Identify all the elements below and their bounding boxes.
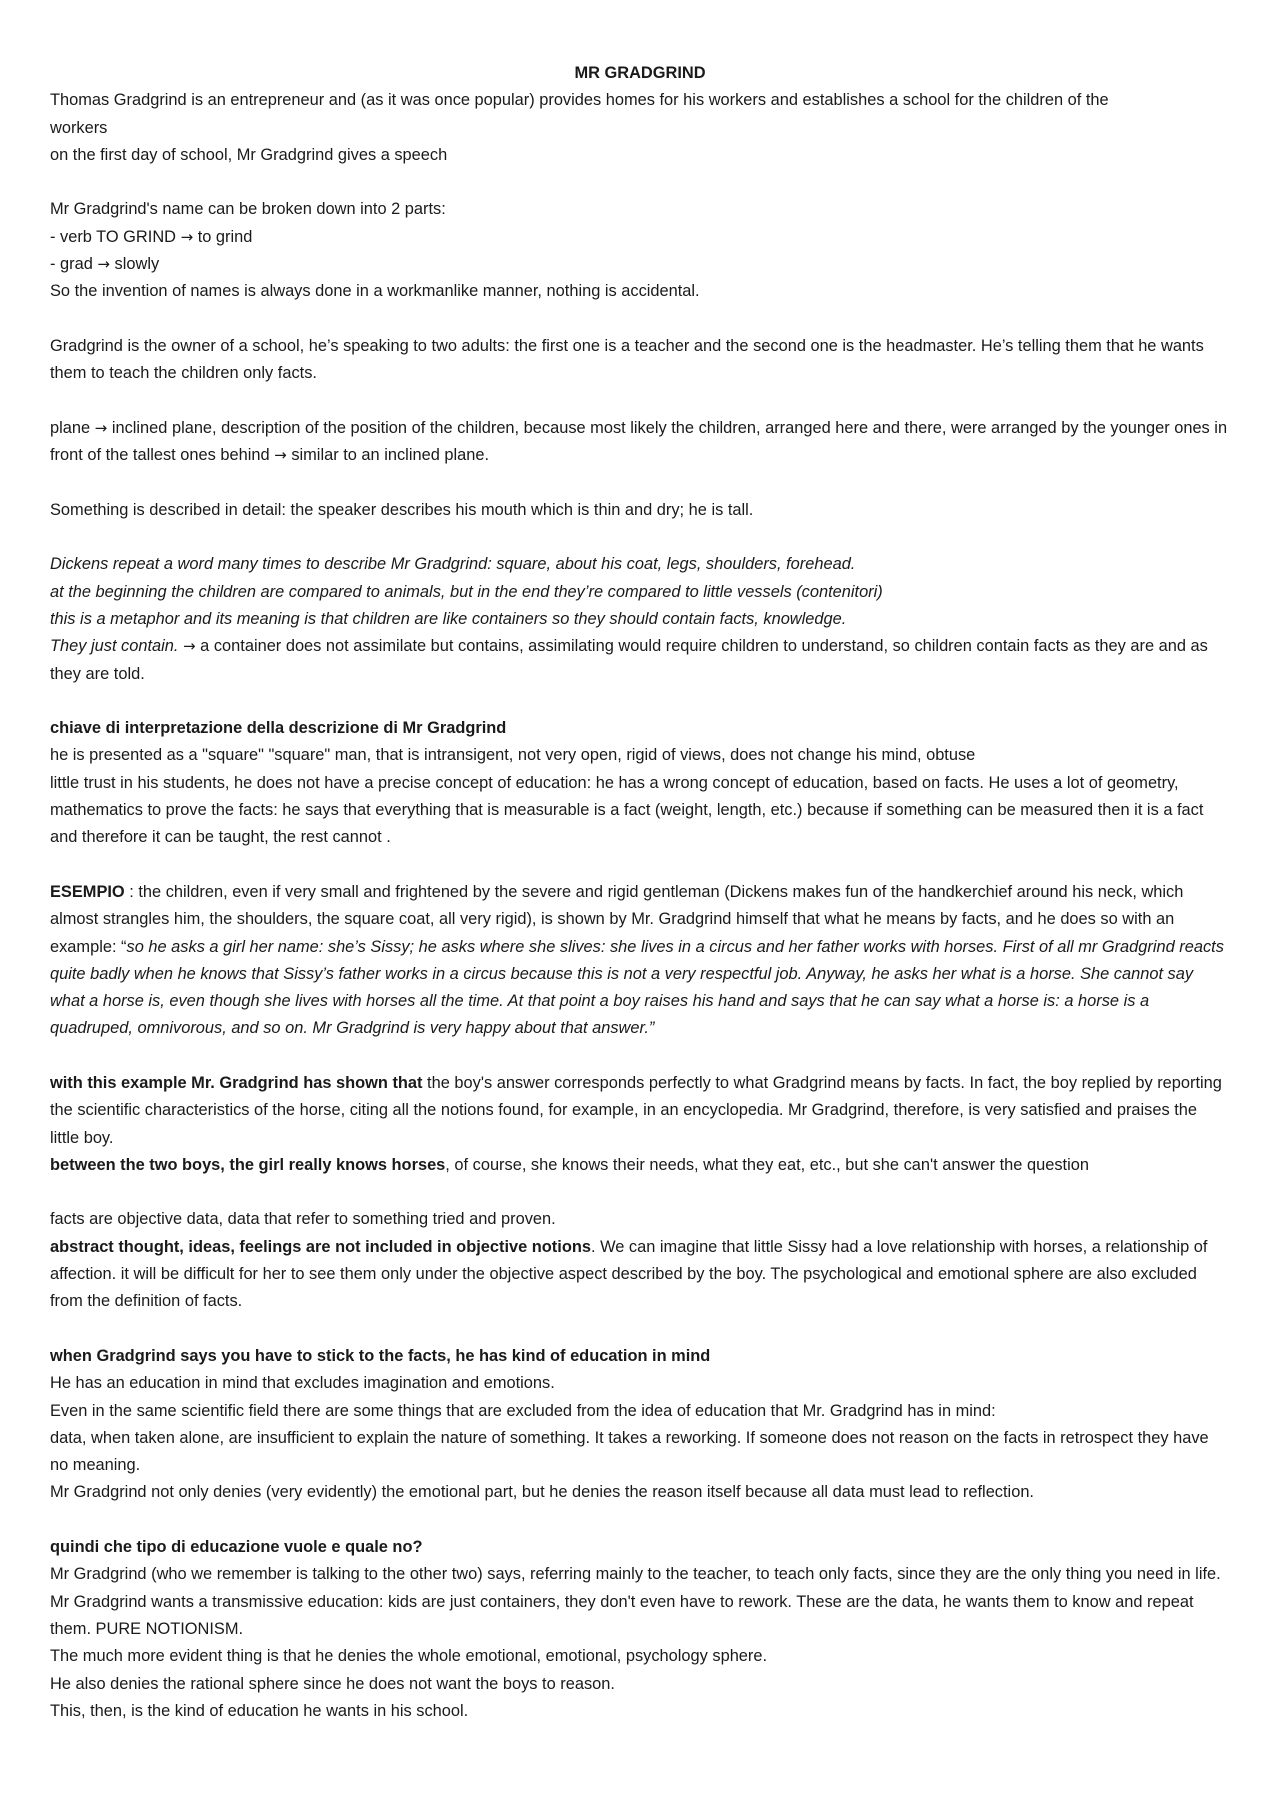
right-arrow-icon: → bbox=[274, 446, 287, 465]
esempio-paragraph: ESEMPIO : the children, even if very small and frightened by the severe and rigid gentleman (Dickens makes fun of the handkerchief around his neck, which almost strangles him, the shoulders, the square coat, all very rigid), is shown by Mr. Gradgrind himself that what he means by facts, and he does so with an example: “so he asks a girl her name: she’s Sissy; he asks where she slives: she lives in a circus and her father works with horses. First of all mr Gradgrind reacts quite badly when he knows that Sissy’s father works in a circus because this is not a very respectful job. Anyway, he asks her what is a horse. She cannot say what a horse is, even though she lives with horses all the time. At that point a boy raises his hand and says that he can say what a horse is: a horse is a quadruped, omnivorous, and so on. Mr Gradgrind is very happy about that answer.” bbox=[50, 882, 1224, 1038]
stick-line-3: data, when taken alone, are insufficient to explain the nature of something. It takes a reworking. If someone does not reason on the facts in retrospect they have no meaning. bbox=[50, 1428, 1209, 1475]
two-boys-paragraph: between the two boys, the girl really knows horses, of course, she knows their needs, what they eat, etc., but she can't answer the question bbox=[50, 1155, 1089, 1174]
dickens-line-1: Dickens repeat a word many times to describe Mr Gradgrind: square, about his coat, legs, shoulders, forehead. bbox=[50, 555, 856, 574]
stick-line-2: Even in the same scientific field there are some things that are excluded from the idea of education that Mr. Gradgrind has in mind: bbox=[50, 1401, 996, 1420]
chiave-line-1: he is presented as a "square" "square" man, that is intransigent, not very open, rigid of views, does not change his mind, obtuse bbox=[50, 746, 976, 765]
stick-line-4: Mr Gradgrind not only denies (very evidently) the emotional part, but he denies the reason itself because all data must lead to reflection. bbox=[50, 1483, 1034, 1502]
right-arrow-icon: → bbox=[180, 227, 194, 246]
name-part-2: - grad → slowly bbox=[50, 255, 160, 274]
document-title: MR GRADGRIND bbox=[574, 64, 706, 82]
facts-line-1: facts are objective data, data that refer to something tried and proven. bbox=[50, 1210, 556, 1229]
quindi-line-2: Mr Gradgrind wants a transmissive education: kids are just containers, they don't even have to rework. These are the data, he wants them to know and repeat them. PURE NOTIONISM. bbox=[50, 1592, 1194, 1638]
chiave-line-2: little trust in his students, he does not have a precise concept of education: he has a wrong concept of education, based on facts. He uses a lot of geometry, mathematics to prove the facts: he says that everything that is measurable is a fact (weight, length, etc.) because if something can be measured then it is a fact and therefore it can be taught, the rest cannot . bbox=[50, 773, 1204, 847]
quindi-heading: quindi che tipo di educazione vuole e quale no? bbox=[50, 1538, 423, 1557]
right-arrow-icon: → bbox=[94, 418, 108, 437]
name-intro: Mr Gradgrind's name can be broken down into 2 parts: bbox=[50, 200, 446, 219]
example-shown-paragraph: with this example Mr. Gradgrind has shown that the boy's answer corresponds perfectly to what Gradgrind means by facts. In fact, the boy replied by reporting the scientific characteristics of the horse, citing all the notions found, for example, in an encyclopedia. Mr Gradgrind, therefore, is very satisfied and praises the little boy. bbox=[50, 1073, 1222, 1147]
dickens-line-4: They just contain. → a container does not assimilate but contains, assimilating would require children to understand, so children contain facts as they are and as they are told. bbox=[50, 637, 1208, 683]
quindi-line-1: Mr Gradgrind (who we remember is talking to the other two) says, referring mainly to the teacher, to teach only facts, since they are the only thing you need in life. bbox=[50, 1565, 1221, 1584]
plane-paragraph: plane → inclined plane, description of the position of the children, because most likely the children, arranged here and there, were arranged by the younger ones in front of the tallest ones behind → similar to an inclined plane. bbox=[50, 418, 1228, 465]
stick-line-1: He has an education in mind that excludes imagination and emotions. bbox=[50, 1374, 555, 1393]
owner-paragraph: Gradgrind is the owner of a school, he’s speaking to two adults: the first one is a teacher and the second one is the headmaster. He’s telling them that he wants them to teach the children only facts. bbox=[50, 336, 1204, 383]
mouth-paragraph: Something is described in detail: the speaker describes his mouth which is thin and dry; he is tall. bbox=[50, 500, 754, 519]
intro-line-3: on the first day of school, Mr Gradgrind gives a speech bbox=[50, 145, 448, 164]
facts-paragraph: abstract thought, ideas, feelings are not included in objective notions. We can imagine that little Sissy had a love relationship with horses, a relationship of affection. it will be difficult for her to see them only under the objective aspect described by the boy. The psychological and emotional sphere are also excluded from the definition of facts. bbox=[50, 1237, 1208, 1311]
name-outro: So the invention of names is always done in a workmanlike manner, nothing is accidental. bbox=[50, 282, 700, 301]
intro-line-1: Thomas Gradgrind is an entrepreneur and (as it was once popular) provides homes for his workers and establishes a school for the children of the bbox=[50, 91, 1109, 110]
quindi-line-3: The much more evident thing is that he denies the whole emotional, emotional, psychology sphere. bbox=[50, 1647, 768, 1666]
stick-heading: when Gradgrind says you have to stick to the facts, he has kind of education in mind bbox=[50, 1346, 711, 1365]
dickens-line-2: at the beginning the children are compared to animals, but in the end they’re compared to little vessels (contenitori) bbox=[50, 582, 883, 601]
right-arrow-icon: → bbox=[97, 255, 110, 274]
quindi-line-5: This, then, is the kind of education he wants in his school. bbox=[50, 1701, 469, 1720]
right-arrow-icon: → bbox=[183, 637, 196, 656]
name-part-1: - verb TO GRIND → to grind bbox=[50, 227, 253, 246]
intro-line-2: workers bbox=[50, 118, 108, 137]
quindi-line-4: He also denies the rational sphere since he does not want the boys to reason. bbox=[50, 1674, 615, 1693]
dickens-line-3: this is a metaphor and its meaning is that children are like containers so they should contain facts, knowledge. bbox=[50, 609, 847, 628]
chiave-heading: chiave di interpretazione della descrizione di Mr Gradgrind bbox=[50, 719, 507, 738]
